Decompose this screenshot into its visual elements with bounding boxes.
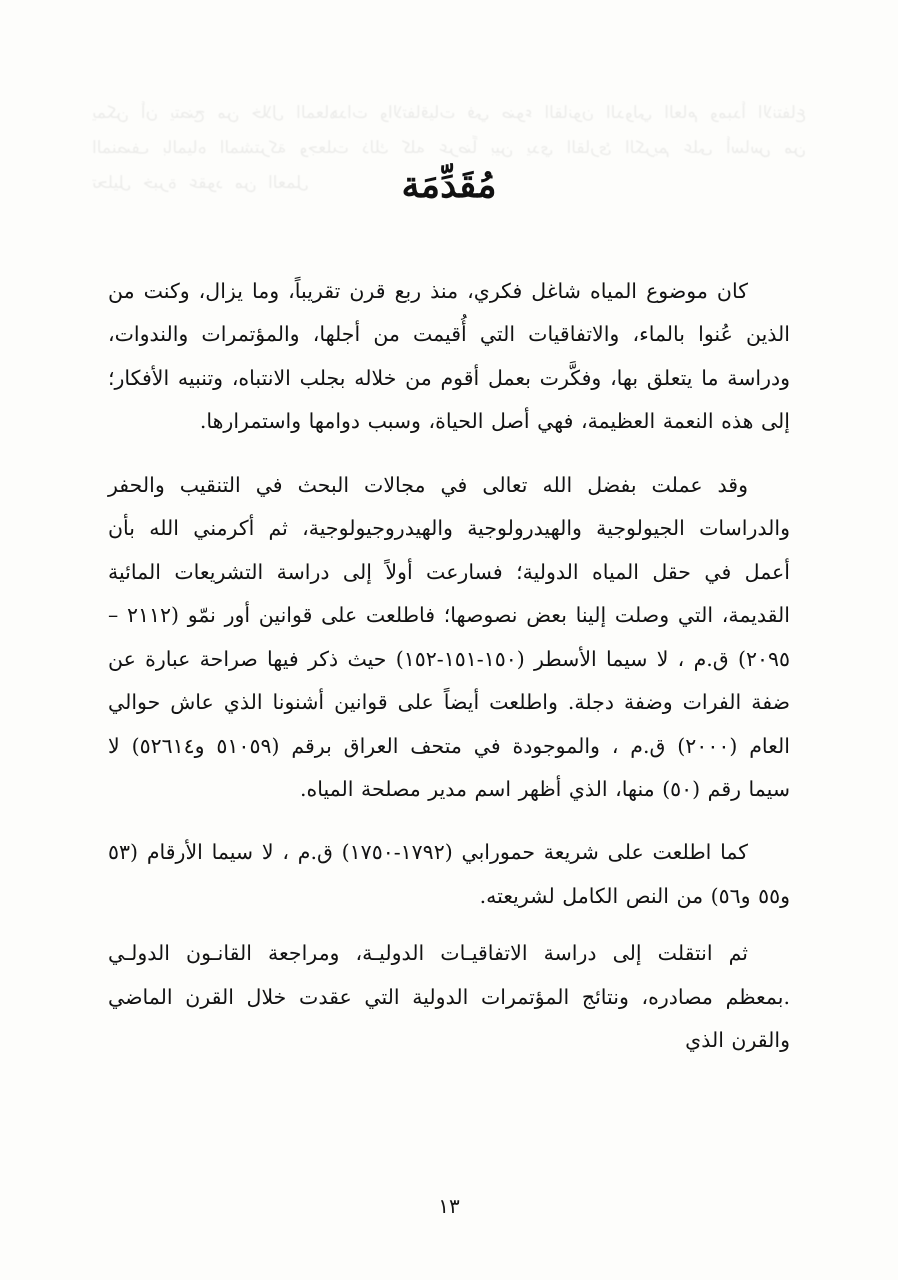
body-paragraph-3: كما اطلعت على شريعة حمورابي (١٧٩٢-١٧٥٠) ق.م ، لا سيما الأرقام (٥٣ و٥٥ و٥٦) من النص الكامل لشريعته. bbox=[108, 840, 790, 908]
body-paragraph-1: كان موضوع المياه شاغل فكري، منذ ربع قرن تقريباً، وما يزال، وكنت من الذين عُنوا بالماء، والاتفاقيات التي أُقيمت من أجلها، والمؤتمرات والندوات، ودراسة ما يتعلق بها، وفكَّرت بعمل أقوم من خلاله بجلب الانتباه، وتنبيه الأفكار؛ إلى هذه النعمة العظيمة، فهي أصل الحياة، وسبب دوامها واستمرارها. bbox=[108, 279, 790, 434]
body-paragraph-4: ثم انتقلت إلى دراسة الاتفاقيـات الدوليـة، ومراجعة القانـون الدولـي .بمعظم مصادره، ونتائج المؤتمرات الدولية التي عقدت خلال القرن الماضي والقرن الذي bbox=[108, 941, 790, 1053]
page-title: مُقَدِّمَة bbox=[401, 164, 497, 206]
body-paragraph-2: وقد عملت بفضل الله تعالى في مجالات البحث في التنقيب والحفر والدراسات الجيولوجية والهيدرولوجية والهيدروجيولوجية، ثم أكرمني الله بأن أعمل في حقل المياه الدولية؛ فسارعت أولاً إلى دراسة التشريعات المائية القديمة، التي وصلت إلينا بعض نصوصها؛ فاطلعت على قوانين أور نمّو (٢١١٢ – ٢٠٩٥) ق.م ، لا سيما الأسطر (١٥٠-١٥١-١٥٢) حيث ذكر فيها صراحة عبارة عن ضفة الفرات وضفة دجلة. واطلعت أيضاً على قوانين أشنونا الذي عاش حوالي العام (٢٠٠٠) ق.م ، والموجودة في متحف العراق برقم (٥١٠٥٩ و٥٢٦١٤) لا سيما رقم (٥٠) منها، الذي أظهر اسم مدير مصلحة المياه. bbox=[108, 472, 791, 801]
page-number: ١٣ bbox=[438, 1194, 460, 1218]
verso-bleed-through-text: يمكن أن يتضح من خلال المعاهدات والاتفاقيات في ضوء القانون الدولي العام ومبدأ الانتفاع المنصف بالمياه المشتركة وجعلت ذلك كله عرضاً بين يدي القارئ الكريم على أساس من تحليل خبرة عقود من العمل bbox=[92, 103, 818, 193]
